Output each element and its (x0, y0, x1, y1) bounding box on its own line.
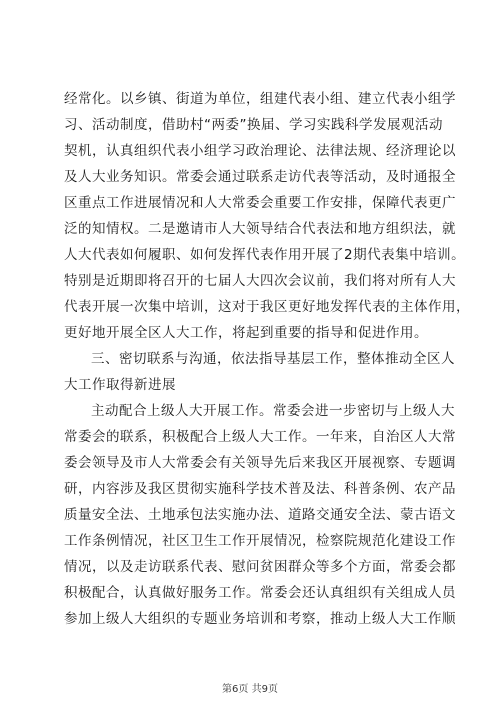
text-line: 经常化。以乡镇、街道为单位，组建代表小组、建立代表小组学 (64, 91, 456, 107)
page-number-footer: 第6页 共9页 (222, 684, 278, 695)
text-line: 委会领导及市人大常委会有关领导先后来我区开展视察、专题调 (64, 455, 456, 471)
text-line: 及人大业务知识。常委会通过联系走访代表等活动，及时通报全 (64, 169, 456, 185)
text-line: 更好地开展全区人大工作，将起到重要的指导和促进作用。 (64, 325, 428, 341)
heading-line: 三、密切联系与沟通，依法指导基层工作，整体推动全区人 (91, 351, 455, 367)
text-line: 质量安全法、土地承包法实施办法、道路交通安全法、蒙古语文 (64, 507, 456, 523)
paragraph-cooperate-upper-level (64, 398, 456, 632)
text-line: 泛的知情权。二是邀请市人大领导结合代表法和地方组织法，就 (64, 221, 456, 237)
text-line: 区重点工作进展情况和人大常委会重要工作安排，保障代表更广 (64, 195, 456, 211)
text-line: 积极配合，认真做好服务工作。常委会还认真组织有关组成人员 (64, 585, 456, 601)
text-line: 人大代表如何履职、如何发挥代表作用开展了2期代表集中培训。 (64, 247, 466, 263)
text-line: 参加上级人大组织的专题业务培训和考察，推动上级人大工作顺 (64, 611, 456, 627)
text-line: 常委会的联系，积极配合上级人大工作。一年来，自治区人大常 (64, 429, 456, 445)
text-line: 工作条例情况，社区卫生工作开展情况，检察院规范化建设工作 (64, 533, 456, 549)
text-line: 情况，以及走访联系代表、慰问贫困群众等多个方面，常委会都 (64, 559, 456, 575)
body-text (64, 86, 470, 632)
paragraph-representative-study (64, 86, 470, 346)
heading-line: 大工作取得新进展 (64, 377, 176, 393)
section-heading-three (64, 346, 455, 398)
text-line: 代表开展一次集中培训，这对于我区更好地发挥代表的主体作用， (64, 299, 470, 315)
text-line: 主动配合上级人大开展工作。常委会进一步密切与上级人大 (91, 403, 455, 419)
text-line: 研，内容涉及我区贯彻实施科学技术普及法、科普条例、农产品 (64, 481, 456, 497)
text-line: 习、活动制度，借助村“两委”换届、学习实践科学发展观活动 (64, 117, 443, 133)
text-line: 特别是近期即将召开的七届人大四次会议前，我们将对所有人大 (64, 273, 456, 289)
text-line: 契机，认真组织代表小组学习政治理论、法律法规、经济理论以 (64, 143, 456, 159)
